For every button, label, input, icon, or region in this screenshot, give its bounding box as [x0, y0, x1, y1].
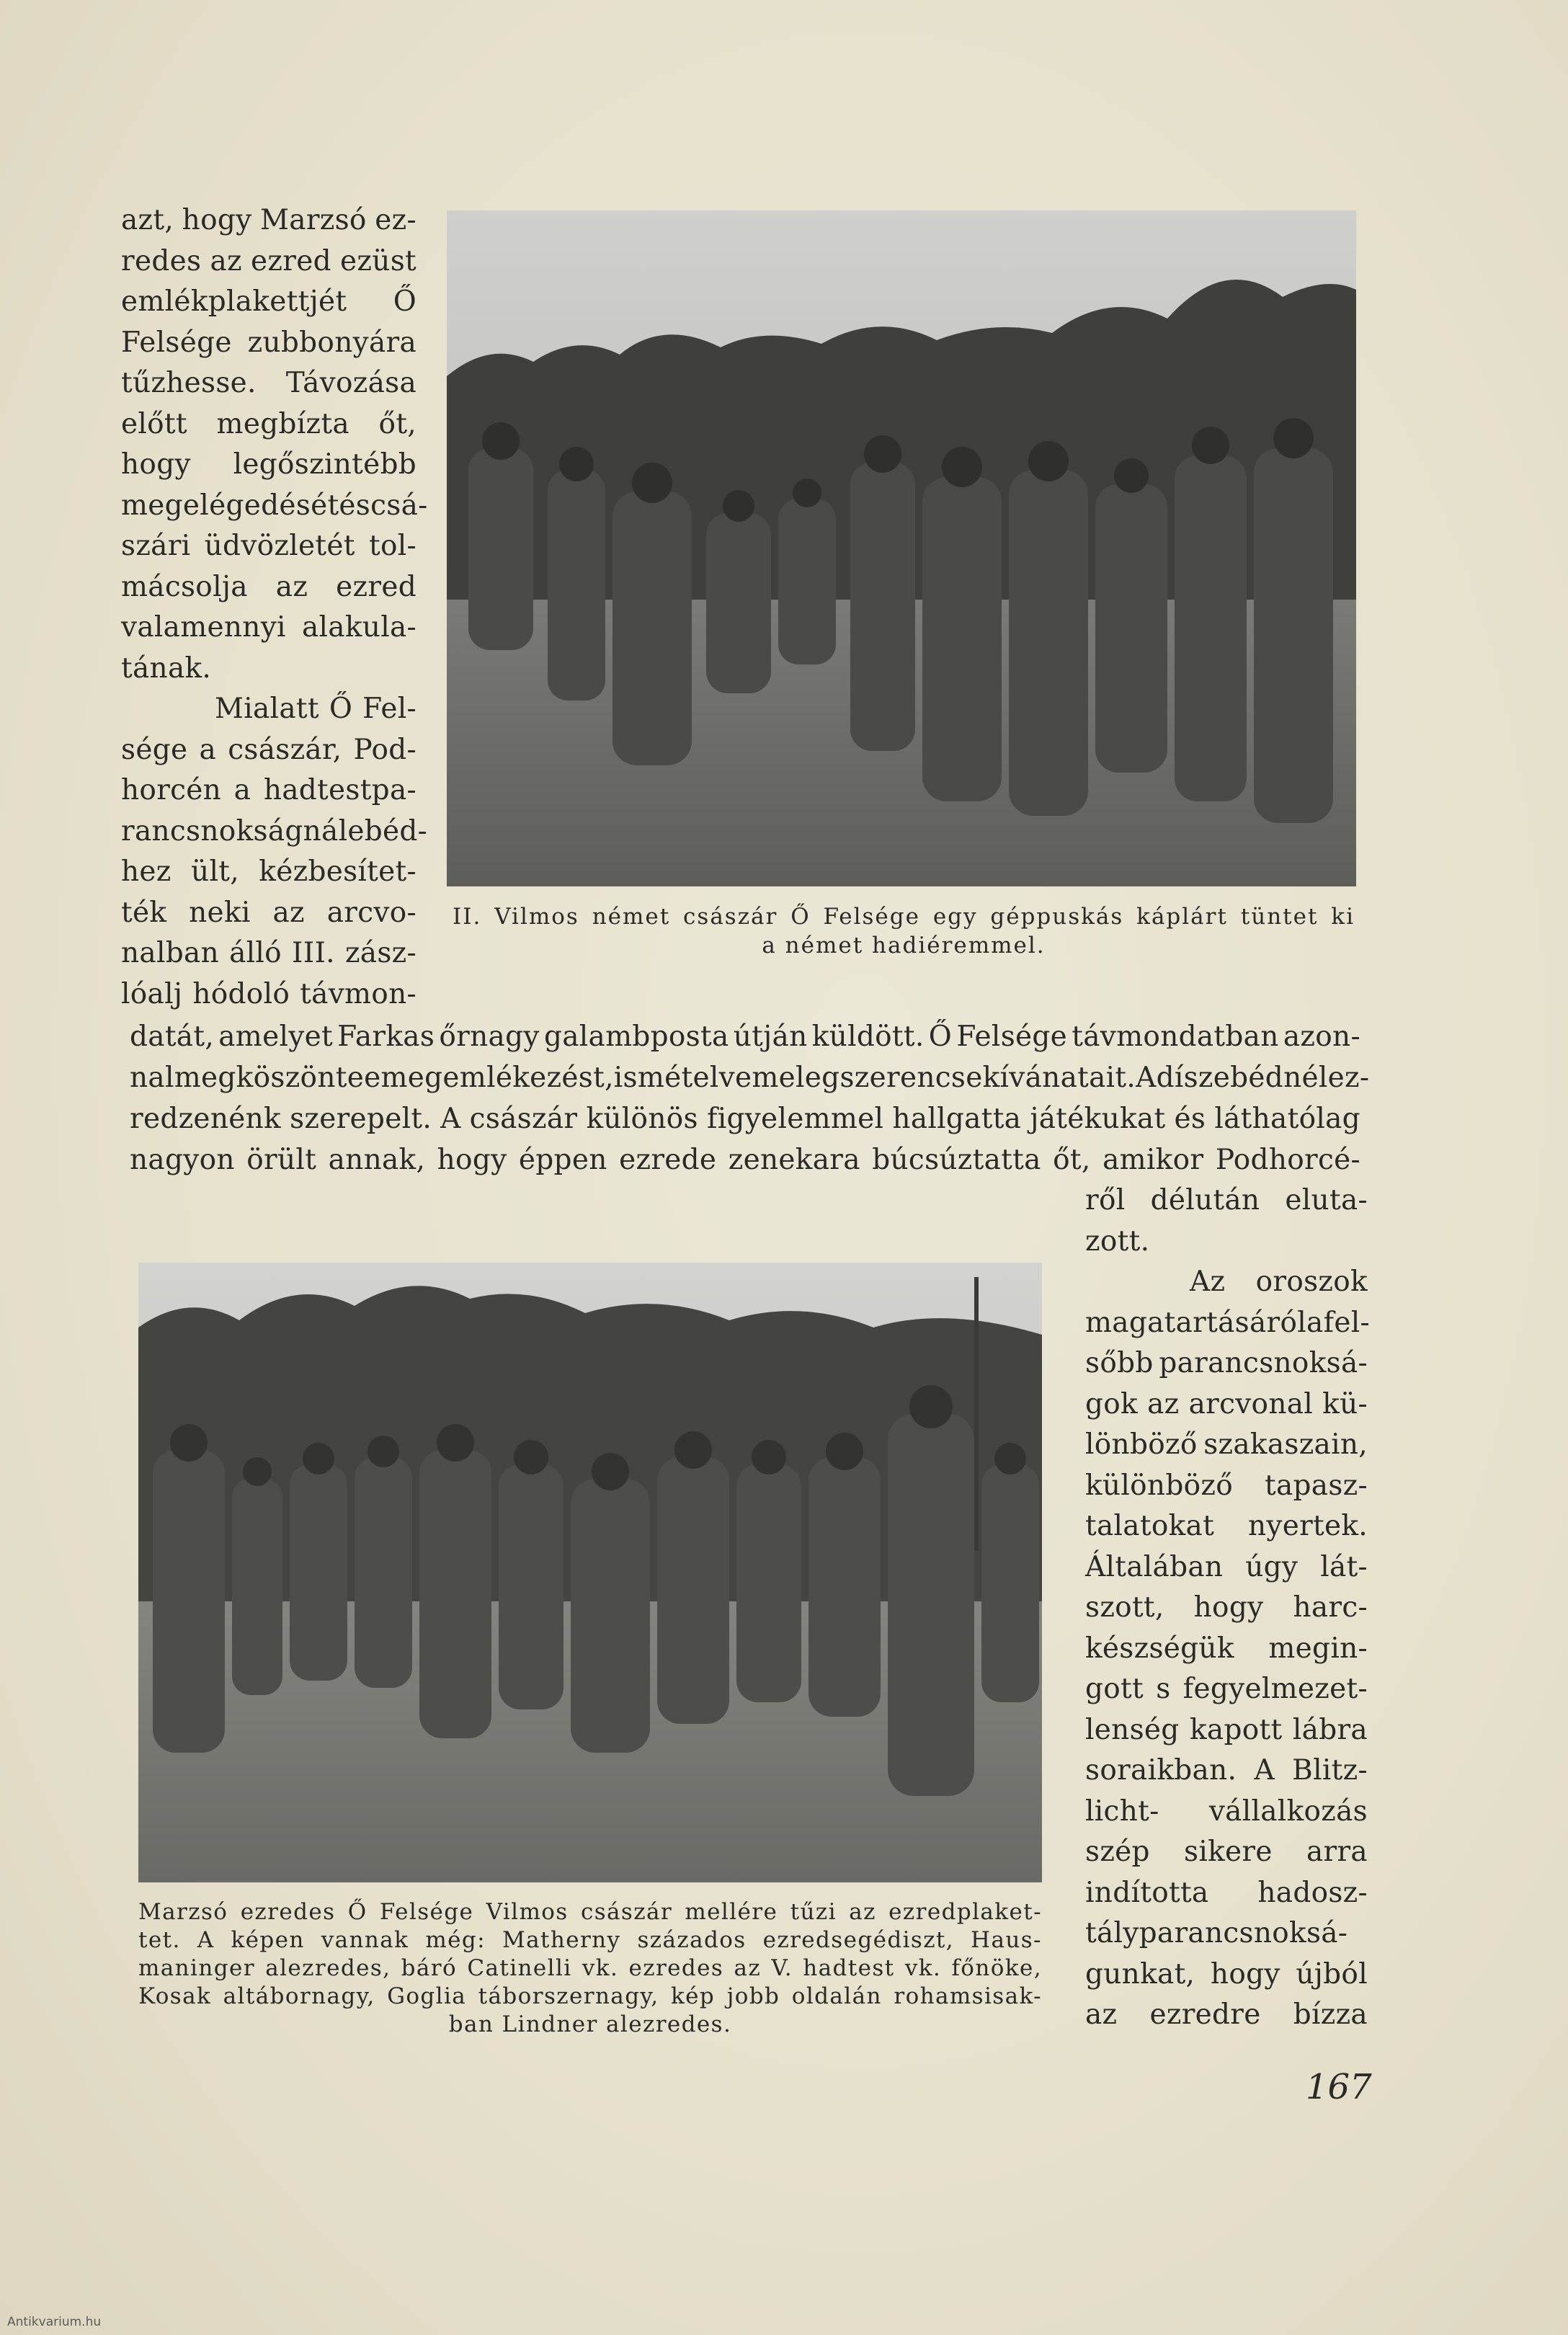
photo-image	[447, 210, 1356, 886]
text-line: nal megköszönte e megemlékezést, ismételve meleg szerencsekívánatait. A díszebédnél ez-	[130, 1062, 1370, 1094]
caption-line: maninger alezredes, báró Catinelli vk. ezredes az V. hadtest vk. főnöke,	[138, 1955, 1042, 1981]
text-line: hogy legőszintébb	[121, 448, 416, 481]
text-line: Az oroszok	[1190, 1266, 1368, 1298]
text-line: tának.	[121, 651, 212, 685]
text-line: előtt megbízta őt,	[121, 407, 416, 440]
text-line: sége a császár, Pod-	[121, 733, 416, 766]
caption-line: II. Vilmos német császár Ő Felsége egy géppuskás káplárt tüntet ki	[453, 904, 1355, 930]
text-line: ték neki az arcvo-	[121, 896, 416, 929]
text-line: szott, hogy harc-	[1085, 1591, 1368, 1624]
text-line: soraikban. A Blitz-	[1085, 1754, 1368, 1787]
caption-line: tet. A képen vannak még: Matherny százados ezredsegédiszt, Haus-	[138, 1927, 1042, 1953]
text-line: datát, amelyet Farkas őrnagy galambposta útján küldött. Ő Felsége távmondatban azon-	[130, 1020, 1360, 1053]
text-line: valamennyi alakula-	[121, 611, 416, 644]
text-line: Felsége zubbonyára	[121, 326, 416, 359]
text-line: készségük megin-	[1085, 1632, 1368, 1665]
caption-line: ban Lindner alezredes.	[448, 2011, 732, 2037]
text-line: hez ült, kézbesítet-	[121, 855, 416, 888]
left-text-column	[121, 200, 428, 1015]
text-line: lóalj hódoló távmon-	[121, 977, 416, 1010]
text-line: Mialatt Ő Fel-	[215, 693, 416, 725]
text-line: különböző tapasz-	[1085, 1469, 1368, 1502]
text-line: emlékplakettjét Ő	[121, 285, 416, 318]
text-line: gok az arcvonal kü-	[1085, 1387, 1368, 1420]
text-line: magatartásáról a fel-	[1085, 1306, 1370, 1339]
text-line: azt, hogy Marzsó ez-	[121, 204, 416, 236]
text-line: redzenénk szerepelt. A császár különös figyelemmel hallgatta játékukat és láthatólag	[130, 1103, 1360, 1135]
text-line: lenség kapott lábra	[1085, 1713, 1368, 1746]
watermark: Antikvarium.hu	[7, 2315, 102, 2329]
text-line: nagyon örült annak, hogy éppen ezrede zenekara búcsúztatta őt, amikor Podhorcé-	[130, 1144, 1360, 1176]
text-line: rancsnokságnál ebéd-	[121, 814, 428, 848]
right-text-column	[1085, 1180, 1368, 2036]
text-line: horcén a hadtestpa-	[121, 774, 416, 806]
text-line: mácsolja az ezred	[121, 570, 416, 603]
text-line: szári üdvözletét tol-	[121, 530, 416, 562]
text-line: gott s fegyelmezet-	[1085, 1673, 1368, 1705]
photo-caption-top	[453, 902, 1355, 960]
text-line: Általában úgy lát-	[1085, 1550, 1368, 1583]
photo-image	[138, 1263, 1042, 1882]
text-line: talatokat nyertek.	[1085, 1510, 1368, 1542]
text-line: nalban álló III. zász-	[121, 937, 416, 969]
text-line: az ezredre bízza	[1085, 1998, 1368, 2031]
text-line: ről délután eluta-	[1085, 1184, 1368, 1217]
text-line: zott.	[1085, 1224, 1150, 1258]
text-line: gunkat, hogy újból	[1085, 1957, 1368, 1991]
photo-kaiser-decorating-corporal	[447, 210, 1356, 886]
text-line: tályparancsnoksá-	[1085, 1917, 1348, 1949]
text-line: licht- vállalkozás	[1085, 1794, 1368, 1828]
text-line: lönböző szakaszain,	[1085, 1428, 1368, 1461]
text-line: tűzhesse. Távozása	[121, 367, 416, 399]
caption-line: Marzsó ezredes Ő Felsége Vilmos császár mellére tűzi az ezredplaket-	[138, 1899, 1042, 1925]
photo-caption-bottom	[138, 1898, 1042, 2039]
photo-colonel-pinning-plaque	[138, 1263, 1042, 1882]
text-line: sőbb parancsnoksá-	[1085, 1347, 1368, 1379]
caption-line: a német hadiéremmel.	[762, 933, 1046, 959]
text-line: indította hadosz-	[1085, 1876, 1368, 1909]
text-line: megelégedését és csá-	[121, 489, 428, 522]
text-line: szép sikere arra	[1085, 1836, 1368, 1868]
page-number: 167	[1306, 2067, 1372, 2107]
full-width-text	[130, 1016, 1370, 1180]
caption-line: Kosak altábornagy, Goglia táborszernagy, kép jobb oldalán rohamsisak-	[138, 1983, 1042, 2009]
text-line: redes az ezred ezüst	[121, 244, 416, 277]
